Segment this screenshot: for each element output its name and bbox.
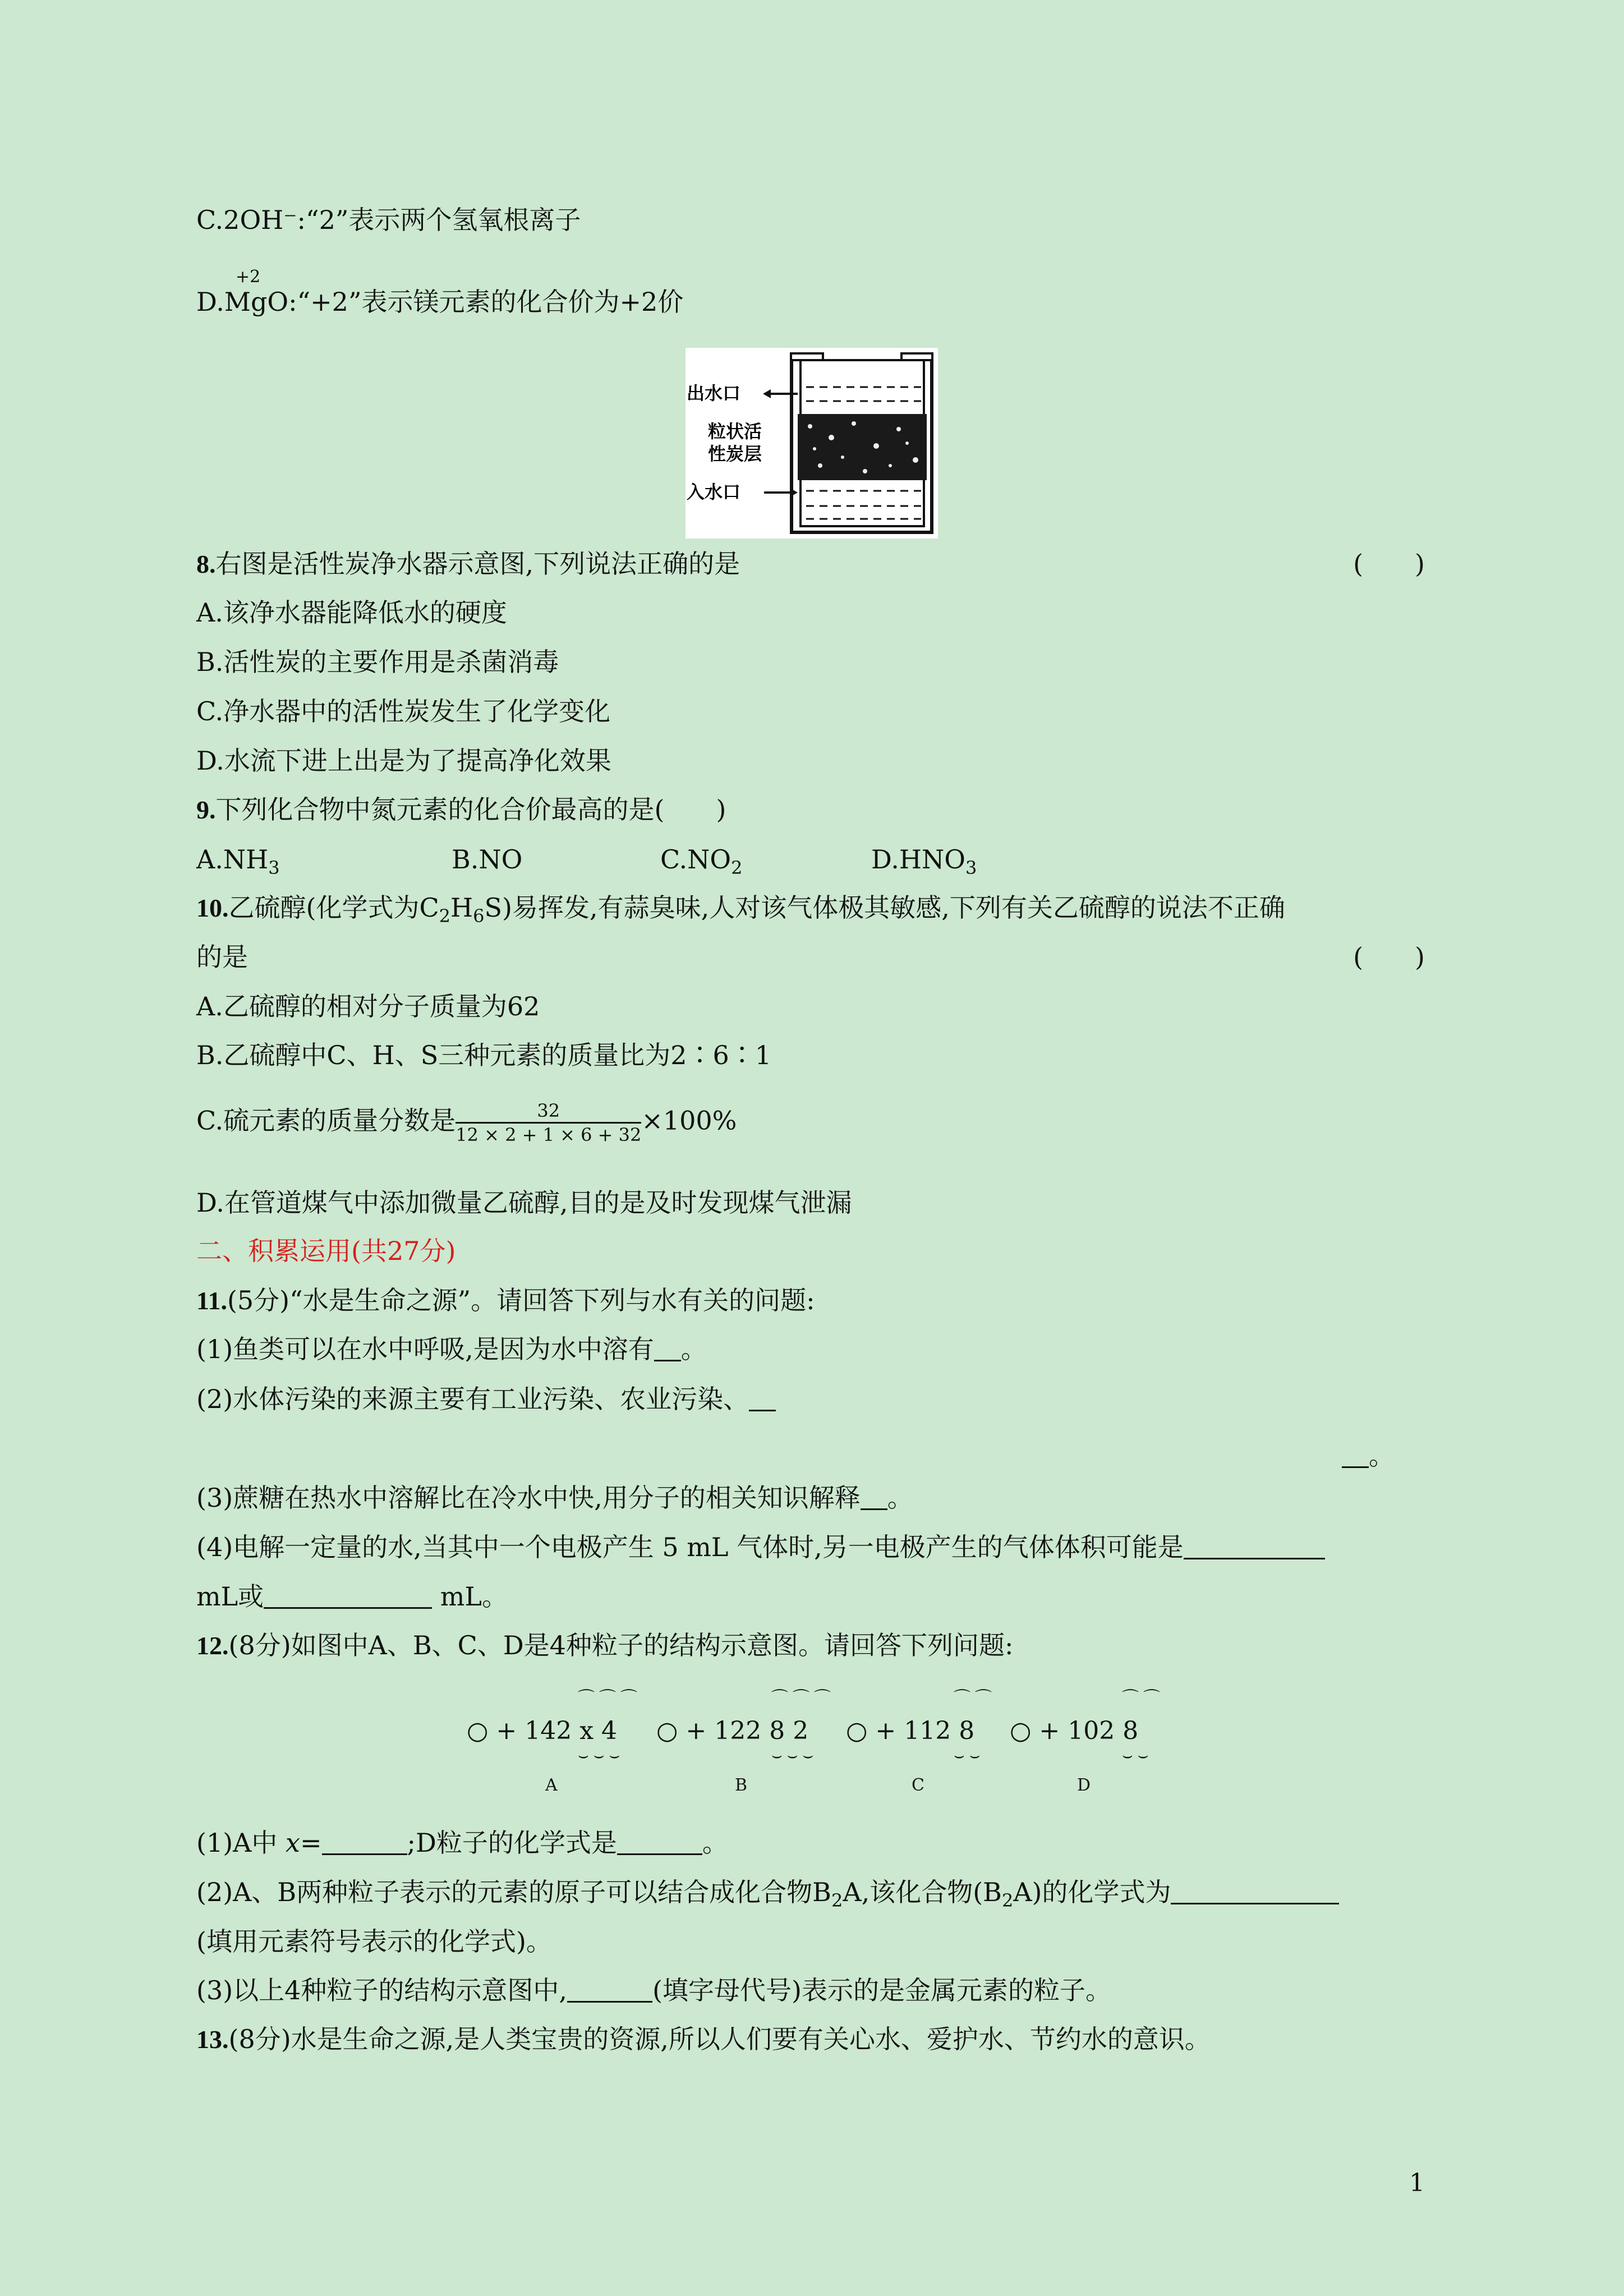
q10-stem-cont: 的是: [196, 942, 248, 972]
carbon-layer-label-2: 性炭层: [708, 443, 762, 464]
q10-answer-paren: ( ): [1353, 942, 1425, 972]
atom-d: ○ + 102 8: [1010, 1717, 1139, 1745]
answer-blank[interactable]: [861, 1484, 887, 1510]
answer-blank[interactable]: [1342, 1442, 1369, 1468]
q11-part4-cont: mL或 mL。: [196, 1581, 508, 1612]
answer-blank[interactable]: [322, 1829, 407, 1855]
q7-option-d: D.MgO:“+2”表示镁元素的化合价为+2价: [196, 287, 684, 317]
q11-part4: (4)电解一定量的水,当其中一个电极产生 5 mL 气体时,另一电极产生的气体体积可能是: [196, 1530, 1325, 1564]
q8-stem: 8.右图是活性炭净水器示意图,下列说法正确的是: [196, 549, 740, 579]
answer-blank[interactable]: [1184, 1533, 1325, 1559]
q9-option-c: $C.NO_2$: [660, 844, 743, 878]
answer-blank[interactable]: [654, 1335, 681, 1361]
atom-b-label: B: [735, 1775, 748, 1795]
mass-fraction-formula: $\frac{32}{12 \times 2 + 1 \times 6 + 32}$: [456, 1100, 642, 1145]
q11-part2-end: 。: [1342, 1439, 1395, 1473]
q12-part3: (3)以上4种粒子的结构示意图中, (填字母代号)表示的是金属元素的粒子。: [196, 1975, 1111, 2005]
carbon-layer-label-1: 粒状活: [708, 421, 762, 442]
q10-option-a: A.乙硫醇的相对分子质量为62: [196, 991, 540, 1022]
answer-blank[interactable]: [1171, 1878, 1339, 1904]
q8-option-c: C.净水器中的活性炭发生了化学变化: [196, 696, 611, 726]
q11-stem: 11.(5分)“水是生命之源”。请回答下列与水有关的问题:: [196, 1285, 815, 1315]
answer-blank[interactable]: [567, 1976, 652, 2003]
inlet-label: 入水口: [687, 481, 741, 503]
q9-option-d: $D.HNO_3$: [871, 844, 977, 878]
q9-option-b: B.NO: [452, 844, 523, 875]
q10-option-c: C.硫元素的质量分数是 $\frac{32}{12 \times 2 + 1 \times 6 + 32}$ ×100%: [196, 1100, 737, 1145]
outlet-label: 出水口: [687, 383, 741, 404]
answer-blank[interactable]: [264, 1582, 432, 1609]
q11-part3: (3)蔗糖在热水中溶解比在冷水中快,用分子的相关知识解释 。: [196, 1483, 913, 1513]
q8-answer-paren: ( ): [1353, 549, 1425, 579]
atom-a-label: A: [545, 1775, 558, 1795]
q9-stem: 9.下列化合物中氮元素的化合价最高的是( ): [196, 794, 726, 825]
q7-option-c: C.2OH⁻:“2”表示两个氢氧根离子: [196, 205, 581, 235]
q11-part1: (1)鱼类可以在水中呼吸,是因为水中溶有 。: [196, 1334, 707, 1364]
q13-stem: 13.(8分)水是生命之源,是人类宝贵的资源,所以人们要有关心水、爱护水、节约水的意识。: [196, 2024, 1211, 2054]
q10-option-b: B.乙硫醇中C、H、S三种元素的质量比为2∶6∶1: [196, 1040, 772, 1070]
q8-option-d: D.水流下进上出是为了提高净化效果: [196, 746, 611, 776]
q12-stem: 12.(8分)如图中A、B、C、D是4种粒子的结构示意图。请回答下列问题:: [196, 1630, 1014, 1660]
q10-option-d: D.在管道煤气中添加微量乙硫醇,目的是及时发现煤气泄漏: [196, 1188, 852, 1218]
section-heading: 二、积累运用(共27分): [196, 1236, 456, 1266]
answer-blank[interactable]: [749, 1385, 776, 1411]
q7-option-d-superscript: +2: [236, 267, 261, 287]
water-purifier-figure: [686, 348, 938, 539]
q11-part2: (2)水体污染的来源主要有工业污染、农业污染、: [196, 1382, 776, 1416]
q12-part2-cont: (填用元素符号表示的化学式)。: [196, 1926, 552, 1957]
q12-part2: (2)A、B两种粒子表示的元素的原子可以结合成化合物$B_2A$,该化合物$(B_2A)$的化学式为: [196, 1875, 1339, 1917]
atom-a: ○ + 142 x 4: [467, 1717, 618, 1745]
atom-b: ○ + 122 8 2: [656, 1717, 809, 1745]
q10-stem: 10.乙硫醇(化学式为$C_2H_6S$)易挥发,有蒜臭味,人对该气体极其敏感,下列有关乙硫醇的说法不正确: [196, 892, 1285, 927]
answer-blank[interactable]: [617, 1829, 702, 1855]
atom-c: ○ + 112 8: [846, 1717, 975, 1745]
page-number: 1: [1409, 2169, 1425, 2197]
atom-d-label: D: [1077, 1775, 1091, 1795]
atom-c-label: C: [912, 1775, 924, 1795]
q8-option-a: A.该净水器能降低水的硬度: [196, 597, 507, 628]
q12-part1: (1)A中 x= ;D粒子的化学式是 。: [196, 1828, 728, 1858]
q9-option-a: $A.NH_3$: [196, 844, 280, 878]
q8-option-b: B.活性炭的主要作用是杀菌消毒: [196, 647, 559, 677]
